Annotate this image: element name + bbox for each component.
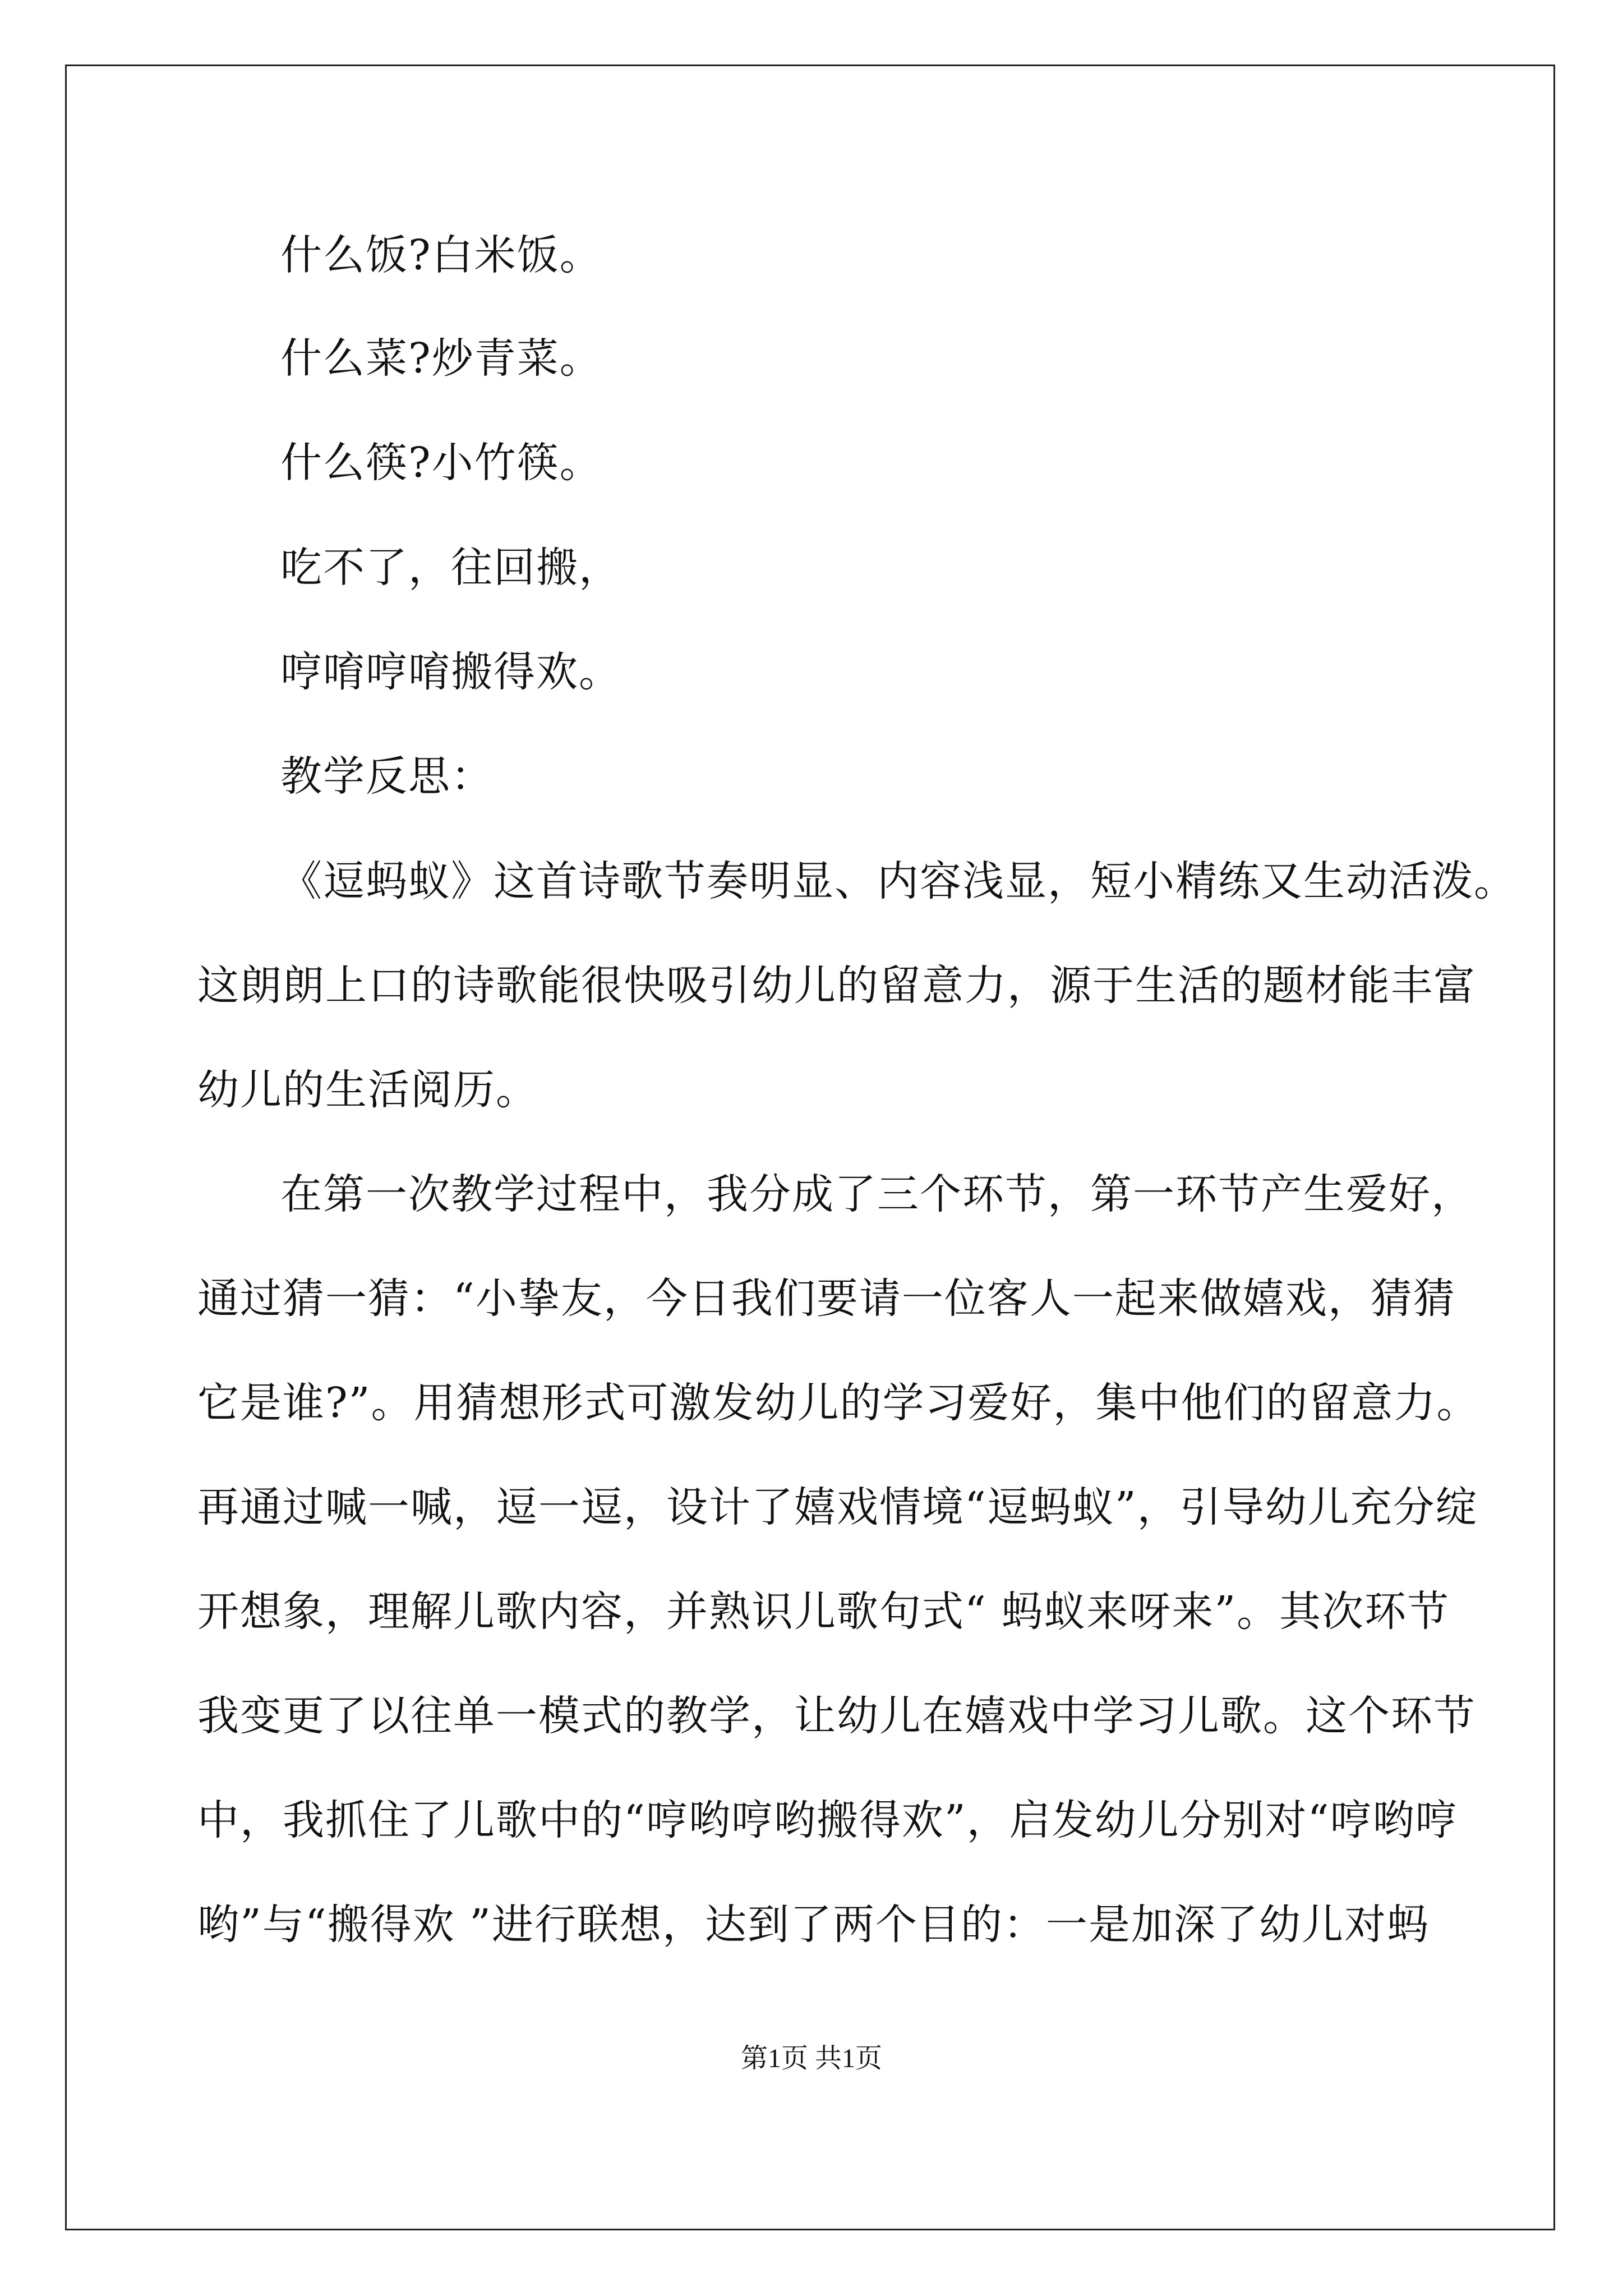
text-line: 在第一次教学过程中，我分成了三个环节，第一环节产生爱好，	[280, 1170, 1474, 1218]
text-line: 什么饭?白米饭。	[280, 231, 602, 279]
text-line: 中，我抓住了儿歌中的“哼哟哼哟搬得欢”，启发幼儿分别对“哼哟哼	[197, 1796, 1458, 1844]
section-heading: 教学反思：	[280, 752, 494, 800]
text-line: 通过猜一猜：“小挚友，今日我们要请一位客人一起来做嬉戏，猜猜	[197, 1274, 1456, 1323]
text-line: 什么筷?小竹筷。	[280, 439, 602, 487]
page-footer: 第1页 共1页	[740, 2044, 882, 2073]
text-line: 哟”与“搬得欢 ”进行联想，达到了两个目的：一是加深了幼儿对蚂	[197, 1901, 1430, 1949]
text-line: 《逗蚂蚁》这首诗歌节奏明显、内容浅显，短小精练又生动活泼。	[280, 857, 1516, 905]
text-line: 什么菜?炒青菜。	[280, 334, 602, 383]
text-line: 这朗朗上口的诗歌能很快吸引幼儿的留意力，源于生活的题材能丰富	[197, 961, 1476, 1010]
text-line: 它是谁?”。用猜想形式可激发幼儿的学习爱好，集中他们的留意力。	[197, 1379, 1479, 1427]
text-line: 开想象，理解儿歌内容，并熟识儿歌句式“ 蚂蚁来呀来”。其次环节	[197, 1588, 1450, 1636]
text-line: 吃不了，往回搬，	[280, 544, 621, 592]
text-line: 哼唷哼唷搬得欢。	[280, 648, 621, 696]
text-line: 再通过喊一喊，逗一逗，设计了嬉戏情境“逗蚂蚁”，引导幼儿充分绽	[197, 1483, 1478, 1531]
text-line: 我变更了以往单一模式的教学，让幼儿在嬉戏中学习儿歌。这个环节	[197, 1692, 1476, 1740]
text-line: 幼儿的生活阅历。	[197, 1066, 538, 1114]
